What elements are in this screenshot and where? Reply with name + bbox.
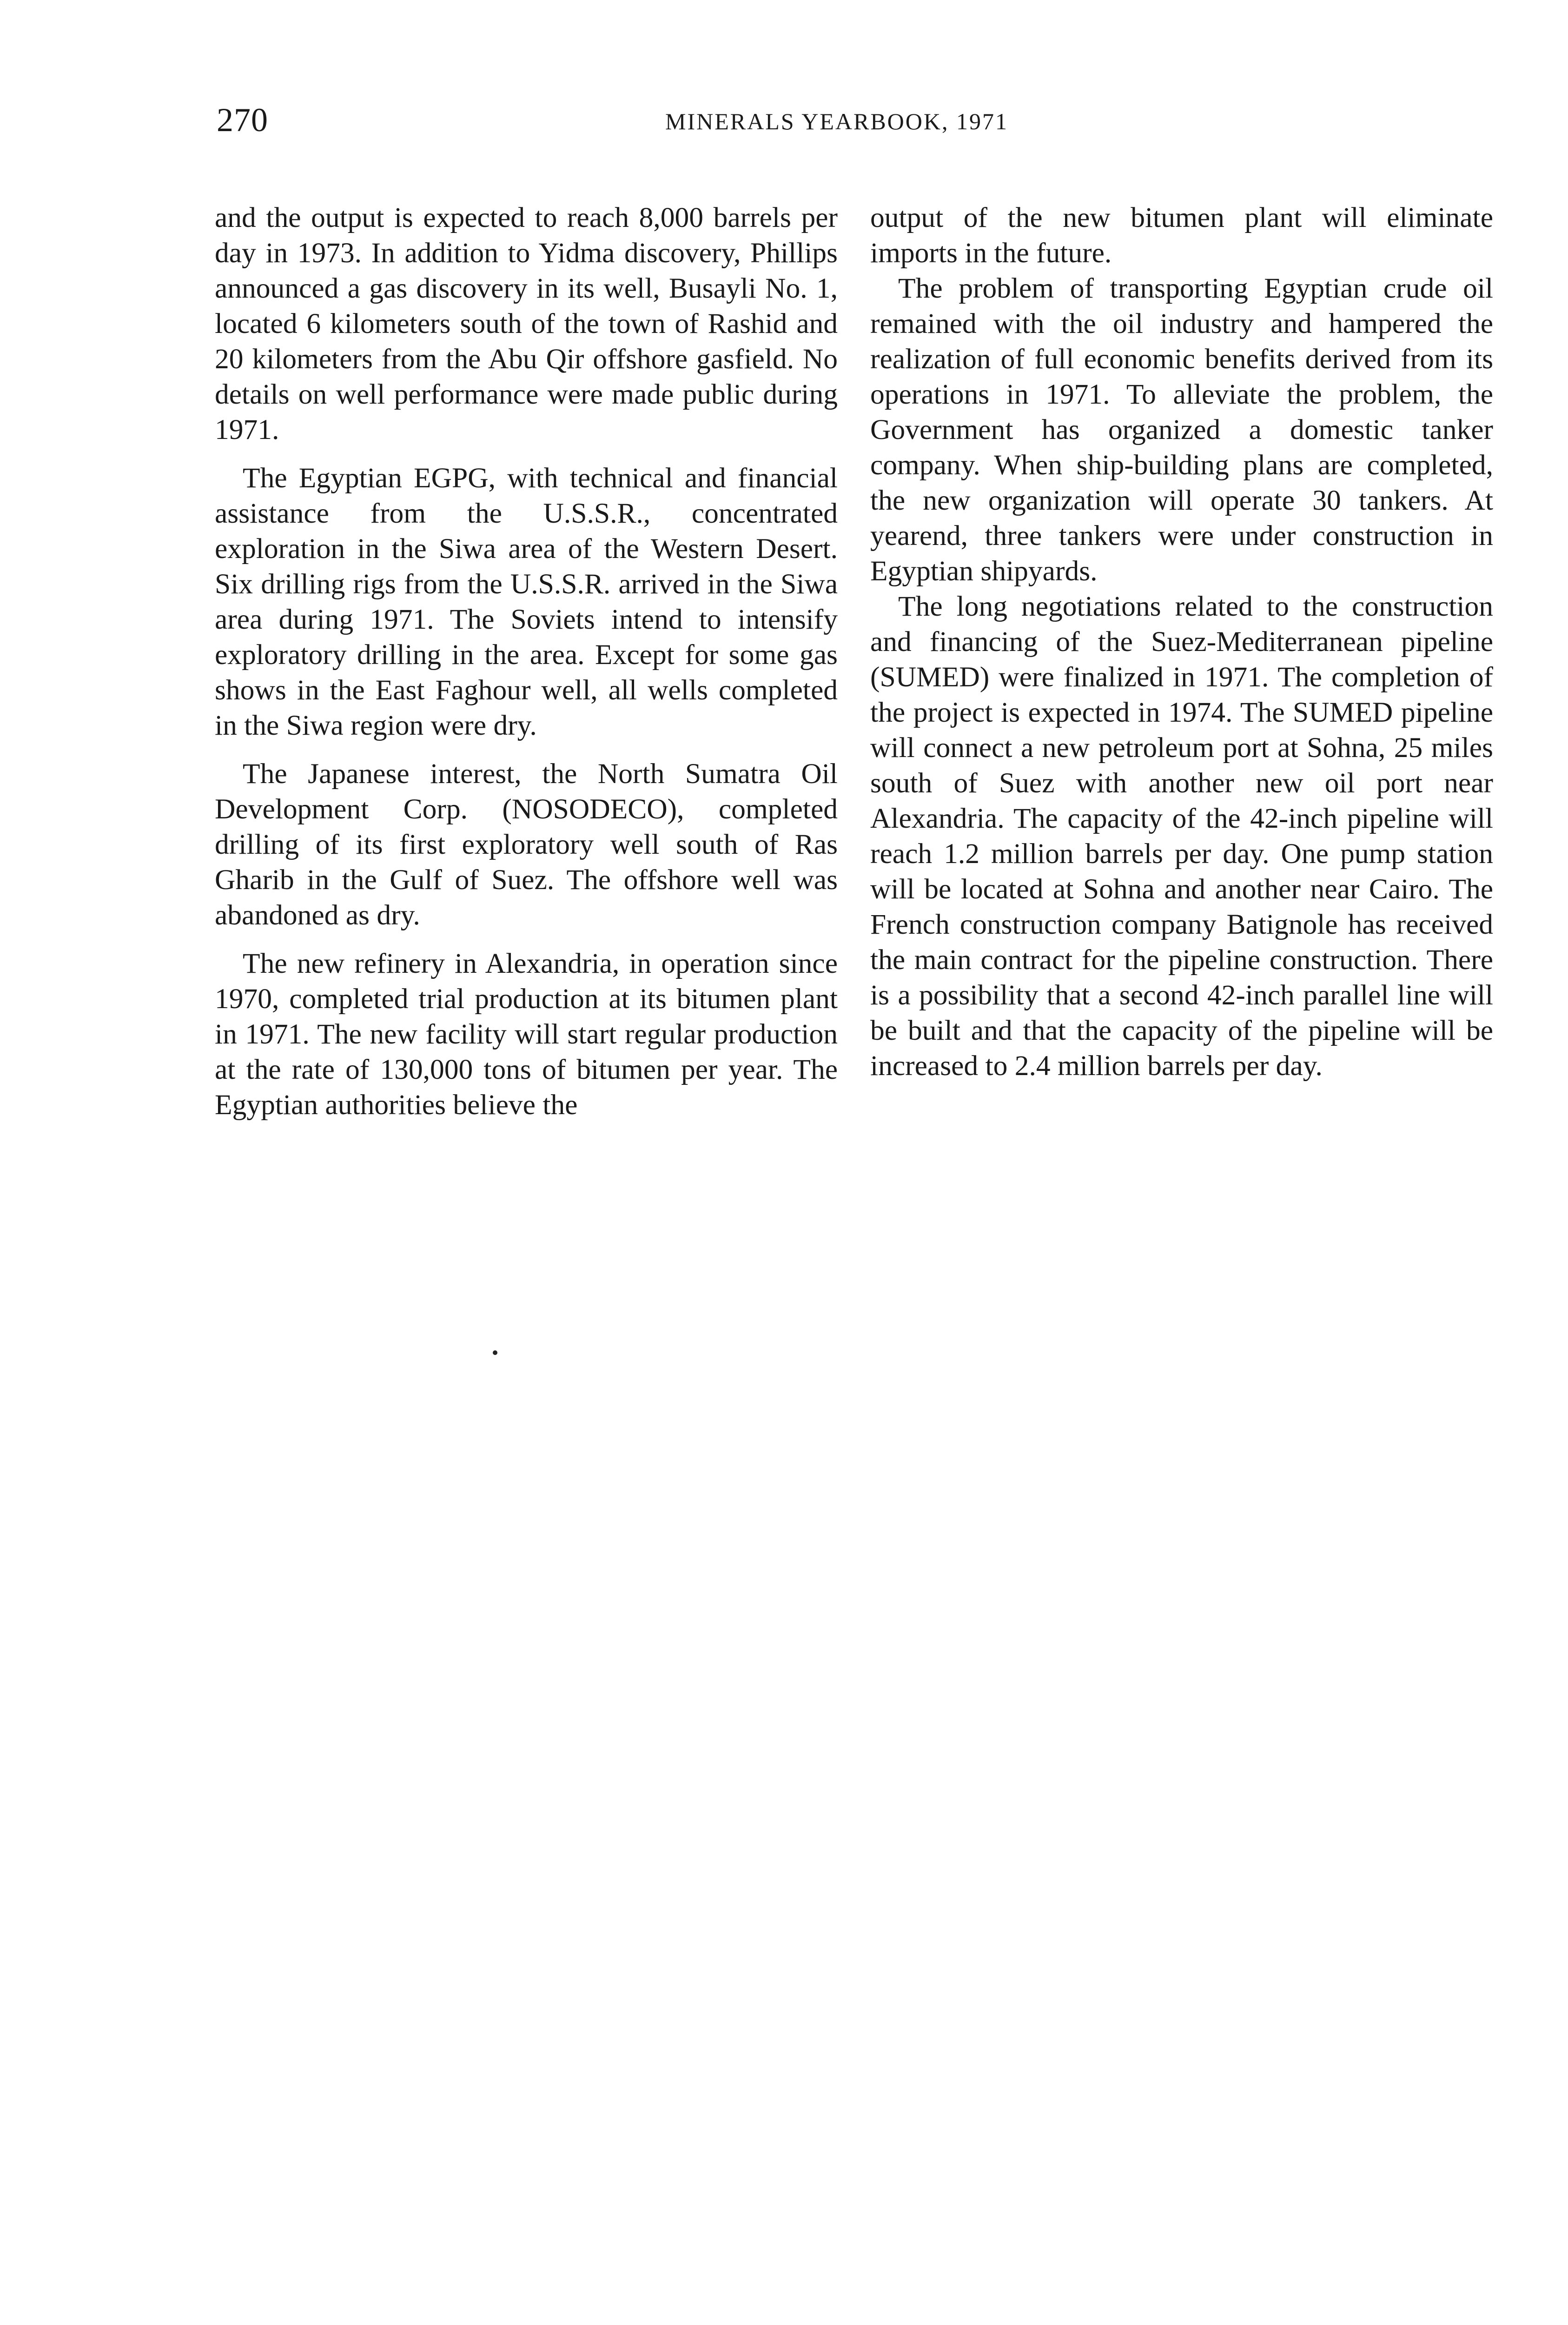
paragraph: The new refinery in Alexandria, in operation since 1970, completed trial production at its bitumen plant in 1971. The new facility will start regular production at the rate of 130,000 tons of bitumen per year. The Egyptian authorities believe the bbox=[215, 948, 838, 1121]
page-number: 270 bbox=[217, 101, 268, 139]
paragraph: output of the new bitumen plant will eliminate imports in the future. bbox=[870, 202, 1493, 269]
left-column bbox=[215, 200, 838, 1136]
paragraph: and the output is expected to reach 8,000 barrels per day in 1973. In addition to Yidma discovery, Phillips announced a gas discovery in its well, Busayli No. 1, located 6 kilometers south of the town of Rashid and 20 kilometers from the Abu Qir offshore gasfield. No details on well performance were made public during 1971. bbox=[215, 202, 838, 445]
paragraph: The Japanese interest, the North Sumatra Oil Development Corp. (NOSODECO), completed drilling of its first exploratory well south of Ras Gharib in the Gulf of Suez. The offshore well was abandoned as dry. bbox=[215, 758, 838, 931]
right-column bbox=[870, 200, 1493, 1096]
ink-speck bbox=[493, 1350, 497, 1355]
paragraph: The Egyptian EGPG, with technical and financial assistance from the U.S.S.R., concentrated exploration in the Siwa area of the Western Desert. Six drilling rigs from the U.S.S.R. arrived in the Siwa area during 1971. The Soviets intend to intensify exploratory drilling in the area. Except for some gas shows in the East Faghour well, all wells completed in the Siwa region were dry. bbox=[215, 462, 838, 741]
running-title: MINERALS YEARBOOK, 1971 bbox=[665, 108, 1008, 134]
paragraph: The problem of transporting Egyptian crude oil remained with the oil industry and hampered the realization of full economic benefits derived from its operations in 1971. To alleviate the problem, the Government has organized a domestic tanker company. When ship-building plans are completed, the new organization will operate 30 tankers. At yearend, three tankers were under construction in Egyptian shipyards. bbox=[870, 272, 1493, 587]
paragraph: The long negotiations related to the construction and financing of the Suez-Mediterranean pipeline (SUMED) were finalized in 1971. The completion of the project is expected in 1974. The SUMED pipeline will connect a new petroleum port at Sohna, 25 miles south of Suez with another new oil port near Alexandria. The capacity of the 42-inch pipeline will reach 1.2 million barrels per day. One pump station will be located at Sohna and another near Cairo. The French construction company Batignole has received the main contract for the pipeline construction. There is a possibility that a second 42-inch parallel line will be built and that the capacity of the pipeline will be increased to 2.4 million barrels per day. bbox=[870, 591, 1493, 1082]
